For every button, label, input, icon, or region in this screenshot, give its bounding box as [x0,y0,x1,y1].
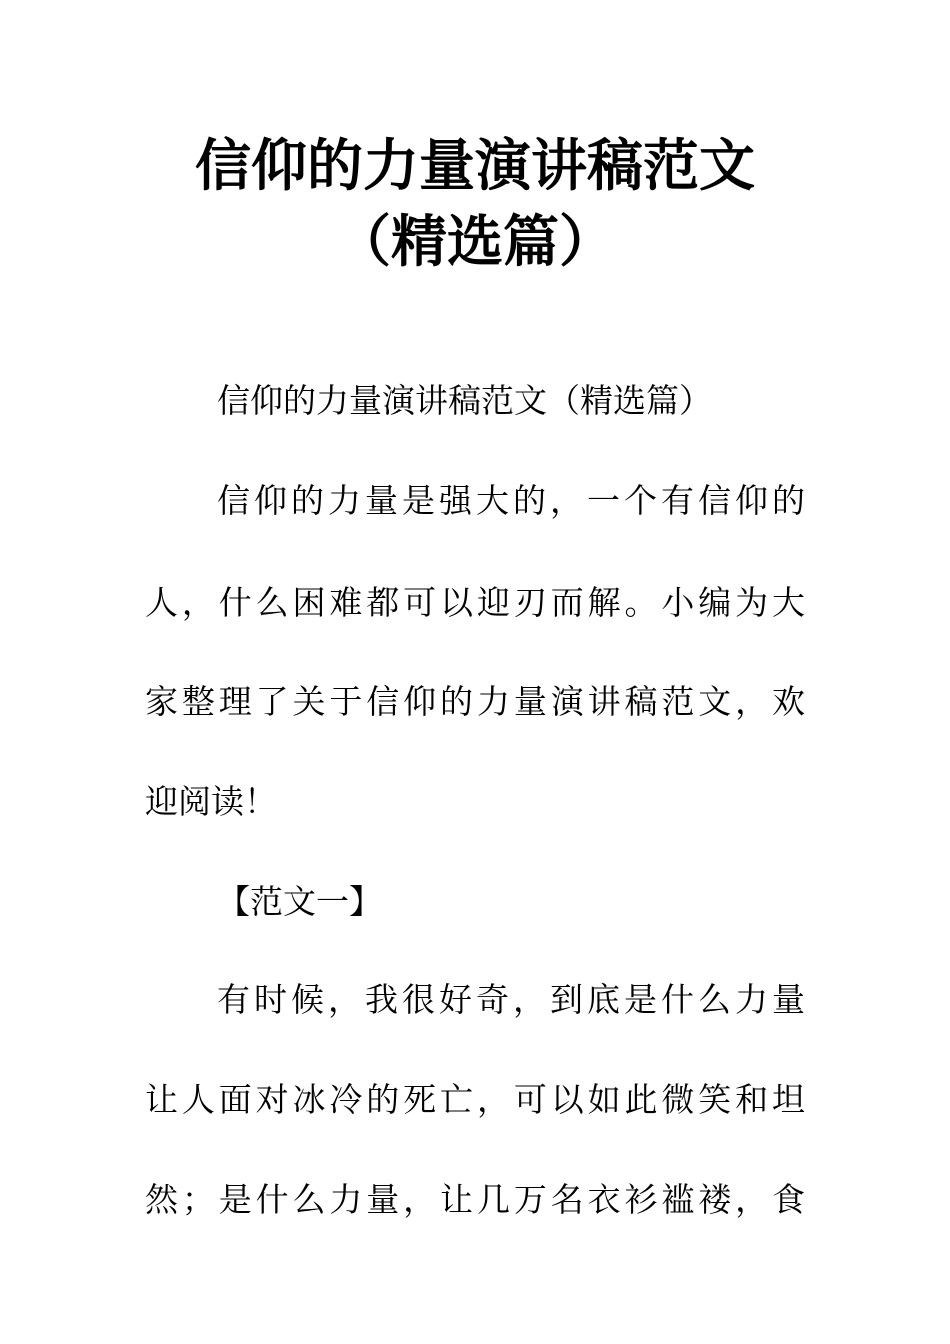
body-line-1: 有时候，我很好奇，到底是什么力量 [217,980,805,1019]
body-line-2: 让人面对冰冷的死亡，可以如此微笑和坦 [145,1080,805,1119]
document-title-line-2: （精选篇） [335,209,615,275]
intro-line-3: 家整理了关于信仰的力量演讲稿范文，欢 [145,682,805,721]
section-heading: 【范文一】 [217,882,382,921]
intro-line-1: 信仰的力量是强大的，一个有信仰的 [217,481,805,520]
intro-line-2: 人，什么困难都可以迎刃而解。小编为大 [145,583,805,622]
document-subtitle: 信仰的力量演讲稿范文（精选篇） [217,381,712,420]
intro-line-4: 迎阅读！ [145,782,277,821]
document-title-line-1: 信仰的力量演讲稿范文 [195,133,755,199]
body-line-3: 然；是什么力量，让几万名衣衫褴褛，食 [145,1180,805,1219]
